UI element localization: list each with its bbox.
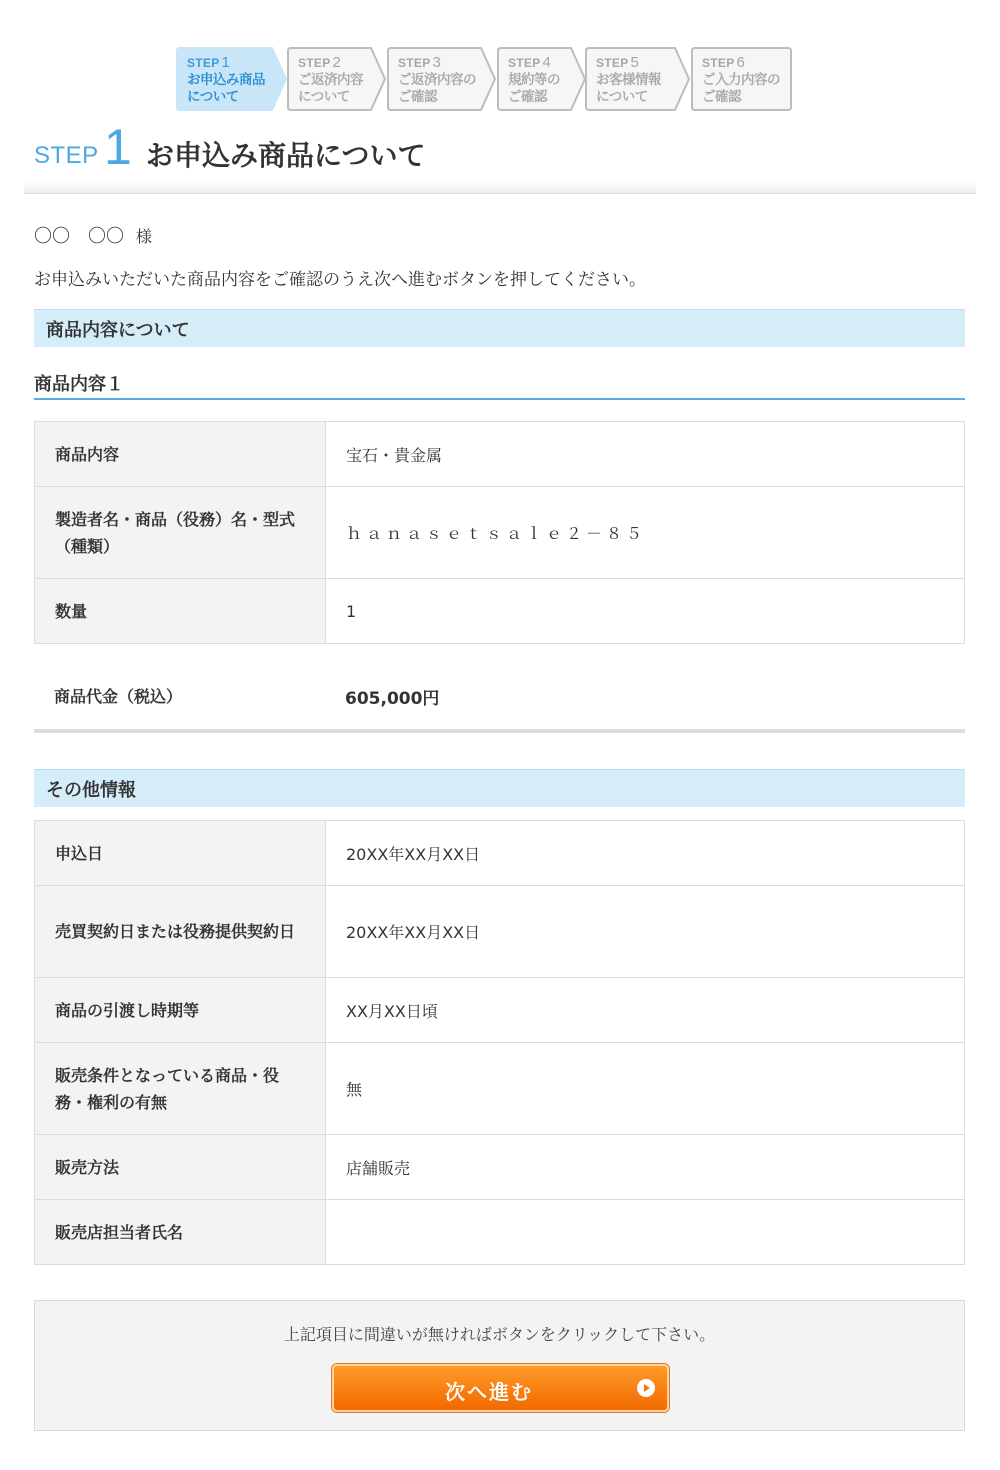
table-row — [35, 1200, 965, 1265]
next-button[interactable] — [332, 1364, 669, 1412]
page-title: お申込み商品について — [146, 139, 426, 172]
step-4-text-line2: ご確認 — [508, 89, 547, 105]
row-label: 販売方法 — [35, 1135, 326, 1200]
table-row — [35, 978, 965, 1043]
price-row — [34, 675, 965, 729]
heading-divider — [24, 180, 976, 194]
section-title-other: その他情報 — [46, 780, 136, 801]
step-5-text-line2: について — [596, 89, 648, 105]
step-6-text-line1: ご入力内容の — [702, 72, 780, 88]
table-row — [35, 487, 965, 579]
section-header-product — [34, 309, 965, 347]
section-title-product: 商品内容について — [46, 320, 190, 341]
row-label: 商品の引渡し時期等 — [35, 978, 326, 1043]
price-value: 605,000円 — [345, 689, 440, 709]
step-2-text-line1: ご返済内容 — [298, 72, 363, 88]
price-label: 商品代金（税込） — [54, 687, 183, 706]
row-value: ｈａｎａｓｅｔｓａｌｅ２－８５ — [326, 487, 965, 579]
step-5-text-line1: お客様情報 — [596, 72, 661, 88]
step-6-label: STEP — [702, 56, 735, 70]
row-value — [326, 1200, 965, 1265]
step-1-text-line1: お申込み商品 — [187, 72, 265, 88]
table-row — [35, 422, 965, 487]
step-3-label: STEP — [398, 56, 431, 70]
step-6-number: 6 — [736, 54, 745, 71]
row-value: 20XX年XX月XX日 — [326, 886, 965, 978]
table-row — [35, 1135, 965, 1200]
step-4-number: 4 — [542, 54, 551, 71]
arrow-right-circle-icon — [637, 1379, 655, 1397]
step-1-number: 1 — [221, 54, 230, 71]
product-table — [34, 421, 965, 644]
other-info-table — [34, 820, 965, 1265]
price-divider — [34, 729, 965, 733]
step-3-text-line1: ご返済内容の — [398, 72, 476, 88]
step-5-label: STEP — [596, 56, 629, 70]
customer-name — [34, 222, 152, 248]
customer-name-value: 〇〇 〇〇 — [34, 226, 124, 247]
step-3-text-line2: ご確認 — [398, 89, 437, 105]
confirm-message: 上記項目に間違いが無ければボタンをクリックして下さい。 — [283, 1325, 716, 1344]
step-2-text-line2: について — [298, 89, 350, 105]
row-label: 申込日 — [35, 821, 326, 886]
section-header-other — [34, 769, 965, 807]
row-value: 1 — [326, 579, 965, 644]
table-row — [35, 886, 965, 978]
step-6-text-line2: ご確認 — [702, 89, 741, 105]
next-button-label: 次へ進む — [445, 1380, 533, 1404]
row-value: 20XX年XX月XX日 — [326, 821, 965, 886]
product-subtitle-rule — [34, 398, 965, 400]
step-4-text-line1: 規約等の — [508, 72, 560, 88]
table-row — [35, 821, 965, 886]
step-3-number: 3 — [432, 54, 441, 71]
row-label: 売買契約日または役務提供契約日 — [35, 886, 326, 978]
row-label: 製造者名・商品（役務）名・型式（種類） — [35, 487, 326, 579]
heading-step-label: STEP — [34, 142, 99, 169]
confirm-panel — [34, 1300, 965, 1431]
row-value: XX月XX日頃 — [326, 978, 965, 1043]
row-value: 宝石・貴金属 — [326, 422, 965, 487]
step-4-label: STEP — [508, 56, 541, 70]
step-2-label: STEP — [298, 56, 331, 70]
step-1-label: STEP — [187, 56, 220, 70]
row-label: 数量 — [35, 579, 326, 644]
row-label: 販売店担当者氏名 — [35, 1200, 326, 1265]
step-5-number: 5 — [630, 54, 639, 71]
table-row — [35, 1043, 965, 1135]
row-label: 販売条件となっている商品・役務・権利の有無 — [35, 1043, 326, 1135]
row-label: 商品内容 — [35, 422, 326, 487]
row-value: 店舗販売 — [326, 1135, 965, 1200]
heading-step-number: 1 — [104, 119, 132, 175]
intro-text: お申込みいただいた商品内容をご確認のうえ次へ進むボタンを押してください。 — [34, 270, 646, 290]
row-value: 無 — [326, 1043, 965, 1135]
customer-honorific: 様 — [136, 227, 153, 246]
table-row — [35, 579, 965, 644]
product-subtitle: 商品内容１ — [34, 374, 124, 395]
step-2-number: 2 — [332, 54, 341, 71]
step-1-text-line2: について — [187, 89, 239, 105]
